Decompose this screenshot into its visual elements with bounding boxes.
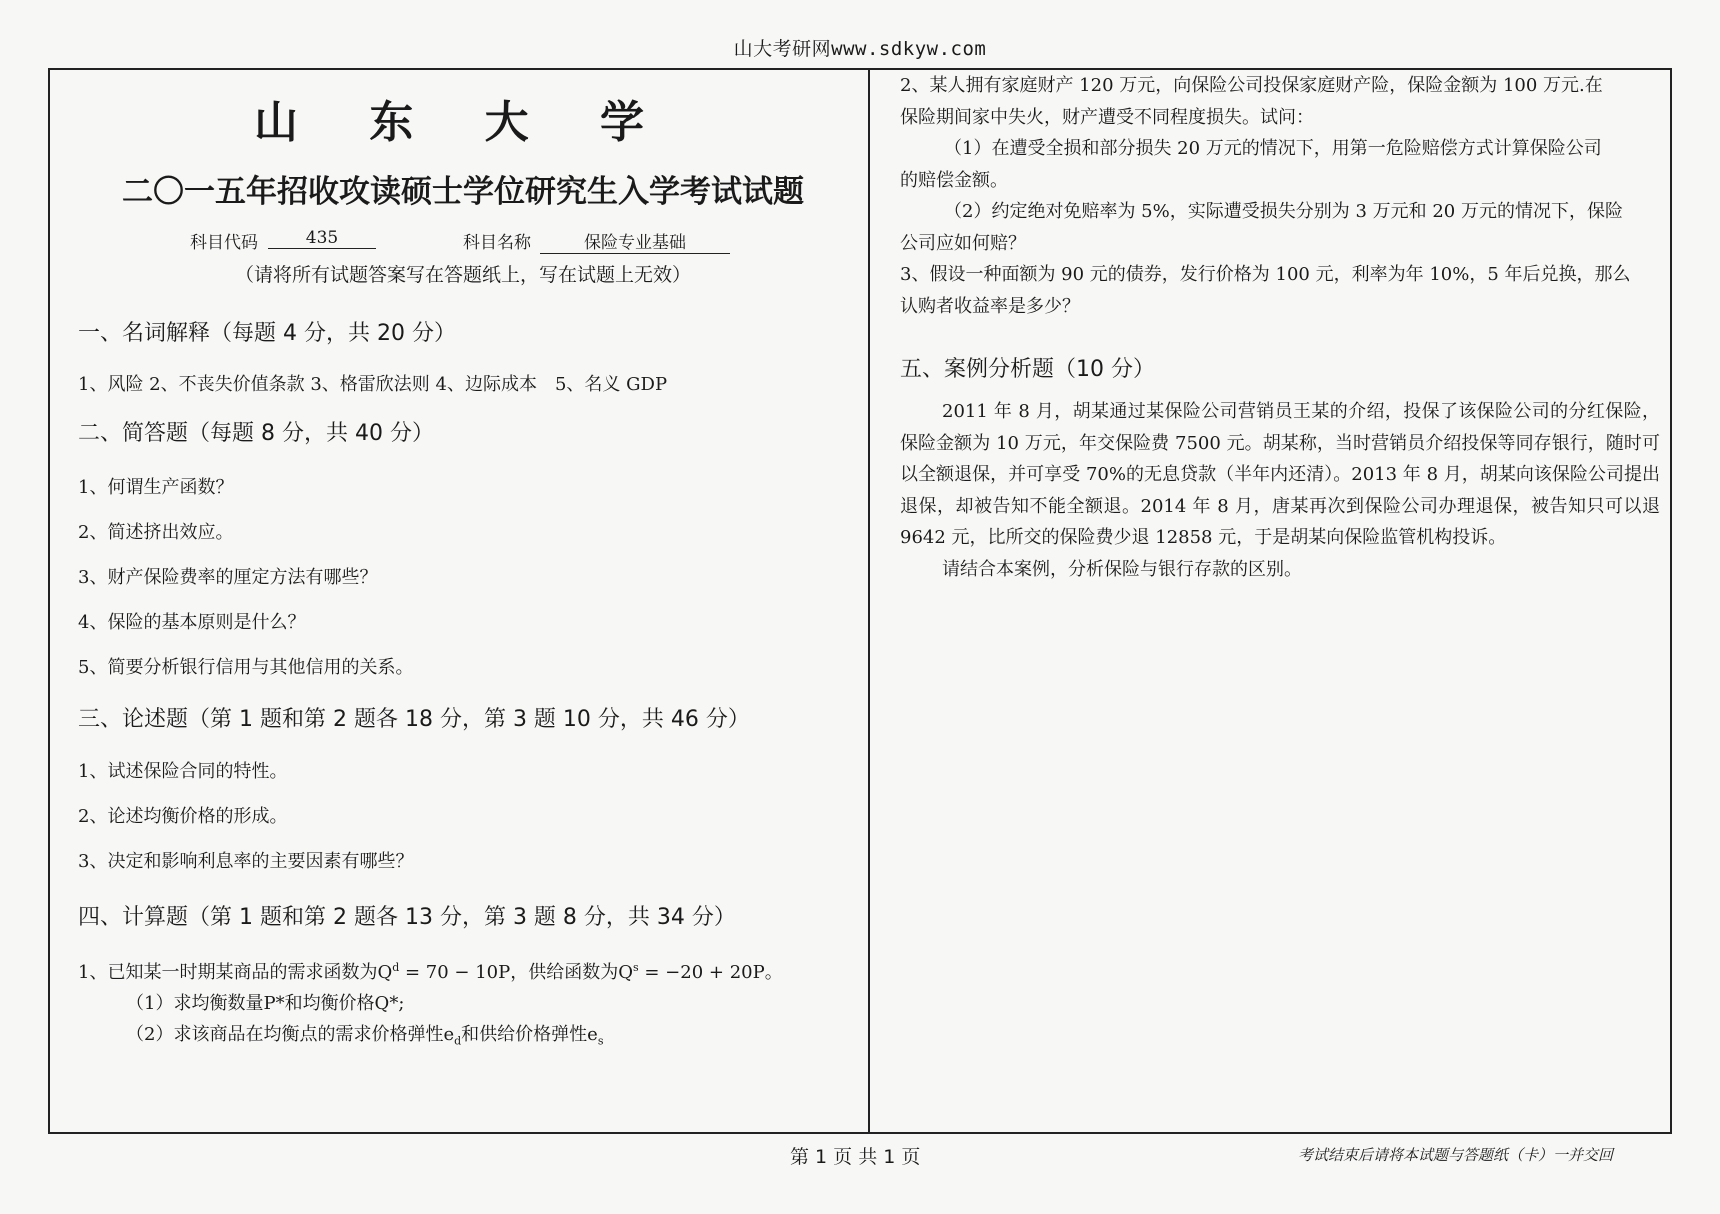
section-3-item-3: 3、决定和影响利息率的主要因素有哪些？ bbox=[78, 851, 414, 872]
exam-notice: （请将所有试题答案写在答题纸上，写在试题上无效） bbox=[234, 264, 691, 286]
section-2-heading: 二、简答题（每题 8 分，共 40 分） bbox=[78, 421, 434, 446]
left-column bbox=[78, 86, 848, 1170]
subject-code-label: 科目代码 bbox=[190, 233, 258, 253]
subject-name-value: 保险专业基础 bbox=[540, 228, 730, 254]
section-4-q1-sub1: （1）求均衡数量P*和均衡价格Q*; bbox=[126, 993, 405, 1014]
right-column bbox=[900, 70, 1660, 585]
section-4-q2-sub2-line-2: 公司应如何赔？ bbox=[900, 232, 1026, 254]
left-questions bbox=[78, 290, 848, 1170]
subject-code-value: 435 bbox=[268, 228, 376, 249]
section-3-item-2: 2、论述均衡价格的形成。 bbox=[78, 806, 288, 827]
section-4-q2-sub1-line-2: 的赔偿金额。 bbox=[900, 169, 1008, 191]
section-4-q2-line-2: 保险期间家中失火，财产遭受不同程度损失。试问： bbox=[900, 106, 1314, 128]
section-4-q3-line-2: 认购者收益率是多少？ bbox=[900, 295, 1080, 317]
section-4-q2-sub2-line-1: （2）约定绝对免赔率为 5%，实际遭受损失分别为 3 万元和 20 万元的情况下，保险 bbox=[944, 201, 1623, 222]
section-4-q2-sub1-line-1: （1）在遭受全损和部分损失 20 万元的情况下，用第一危险赔偿方式计算保险公司 bbox=[944, 138, 1602, 159]
section-1-item: 1、风险 2、不丧失价值条款 3、格雷欣法则 4、边际成本 5、名义 GDP bbox=[78, 374, 668, 395]
exam-title: 二〇一五年招收攻读硕士学位研究生入学考试试题 bbox=[122, 174, 804, 210]
section-4-heading: 四、计算题（第 1 题和第 2 题各 13 分，第 3 题 8 分，共 34 分） bbox=[78, 905, 736, 930]
section-4-q1: 1、已知某一时期某商品的需求函数为$Q^d = 70 - 10P$，供给函数为$Q^s = -20 + 20P$。 bbox=[78, 961, 783, 983]
section-5-heading: 五、案例分析题（10 分） bbox=[900, 357, 1155, 382]
section-2-item-4: 4、保险的基本原则是什么？ bbox=[78, 612, 306, 633]
subject-name-label: 科目名称 bbox=[463, 233, 531, 253]
case-question: 请结合本案例，分析保险与银行存款的区别。 bbox=[942, 558, 1302, 580]
university-title: 山 东 大 学 bbox=[254, 97, 672, 148]
column-divider bbox=[868, 70, 870, 1132]
section-4-q2-line-1: 2、某人拥有家庭财产 120 万元，向保险公司投保家庭财产险，保险金额为 100 万元.在 bbox=[900, 75, 1603, 96]
section-3-heading: 三、论述题（第 1 题和第 2 题各 18 分，第 3 题 10 分，共 46 分） bbox=[78, 707, 750, 732]
section-2-item-1: 1、何谓生产函数？ bbox=[78, 477, 234, 498]
section-3-item-1: 1、试述保险合同的特性。 bbox=[78, 761, 288, 782]
site-header: 山大考研网www.sdkyw.com bbox=[733, 38, 987, 60]
section-2-item-5: 5、简要分析银行信用与其他信用的关系。 bbox=[78, 657, 414, 678]
case-text: 2011 年 8 月，胡某通过某保险公司营销员王某的介绍，投保了该保险公司的分红保险，保险金额为 10 万元，年交保险费 7500 元。胡某称，当时营销员介绍投保等同存银行，随时可以全额退保，并可享受 70%的无息贷款（半年内还清）。2013 年 8 月，胡某向该保险公司提出退保，却被告知不能全额退。2014 年 8 月，唐某再次到保险公司办理退保，被告知只可以退 9642 元，比所交的保险费少退 12858 元，于是胡某向保险监管机构投诉。 bbox=[900, 401, 1660, 548]
footer-note: 考试结束后请将本试题与答题纸（卡）一并交回 bbox=[1298, 1146, 1614, 1164]
section-4-q3-line-1: 3、假设一种面额为 90 元的债券，发行价格为 100 元，利率为年 10%，5 年后兑换，那么 bbox=[900, 264, 1631, 285]
section-1-heading: 一、名词解释（每题 4 分，共 20 分） bbox=[78, 321, 456, 346]
subject-row bbox=[78, 228, 848, 254]
section-2-item-2: 2、简述挤出效应。 bbox=[78, 522, 234, 543]
section-4-q1-sub2: （2）求该商品在均衡点的需求价格弹性$e_d$和供给价格弹性$e_s$ bbox=[126, 1024, 604, 1048]
page-number: 第 1 页 共 1 页 bbox=[790, 1146, 921, 1168]
section-2-item-3: 3、财产保险费率的厘定方法有哪些？ bbox=[78, 567, 378, 588]
